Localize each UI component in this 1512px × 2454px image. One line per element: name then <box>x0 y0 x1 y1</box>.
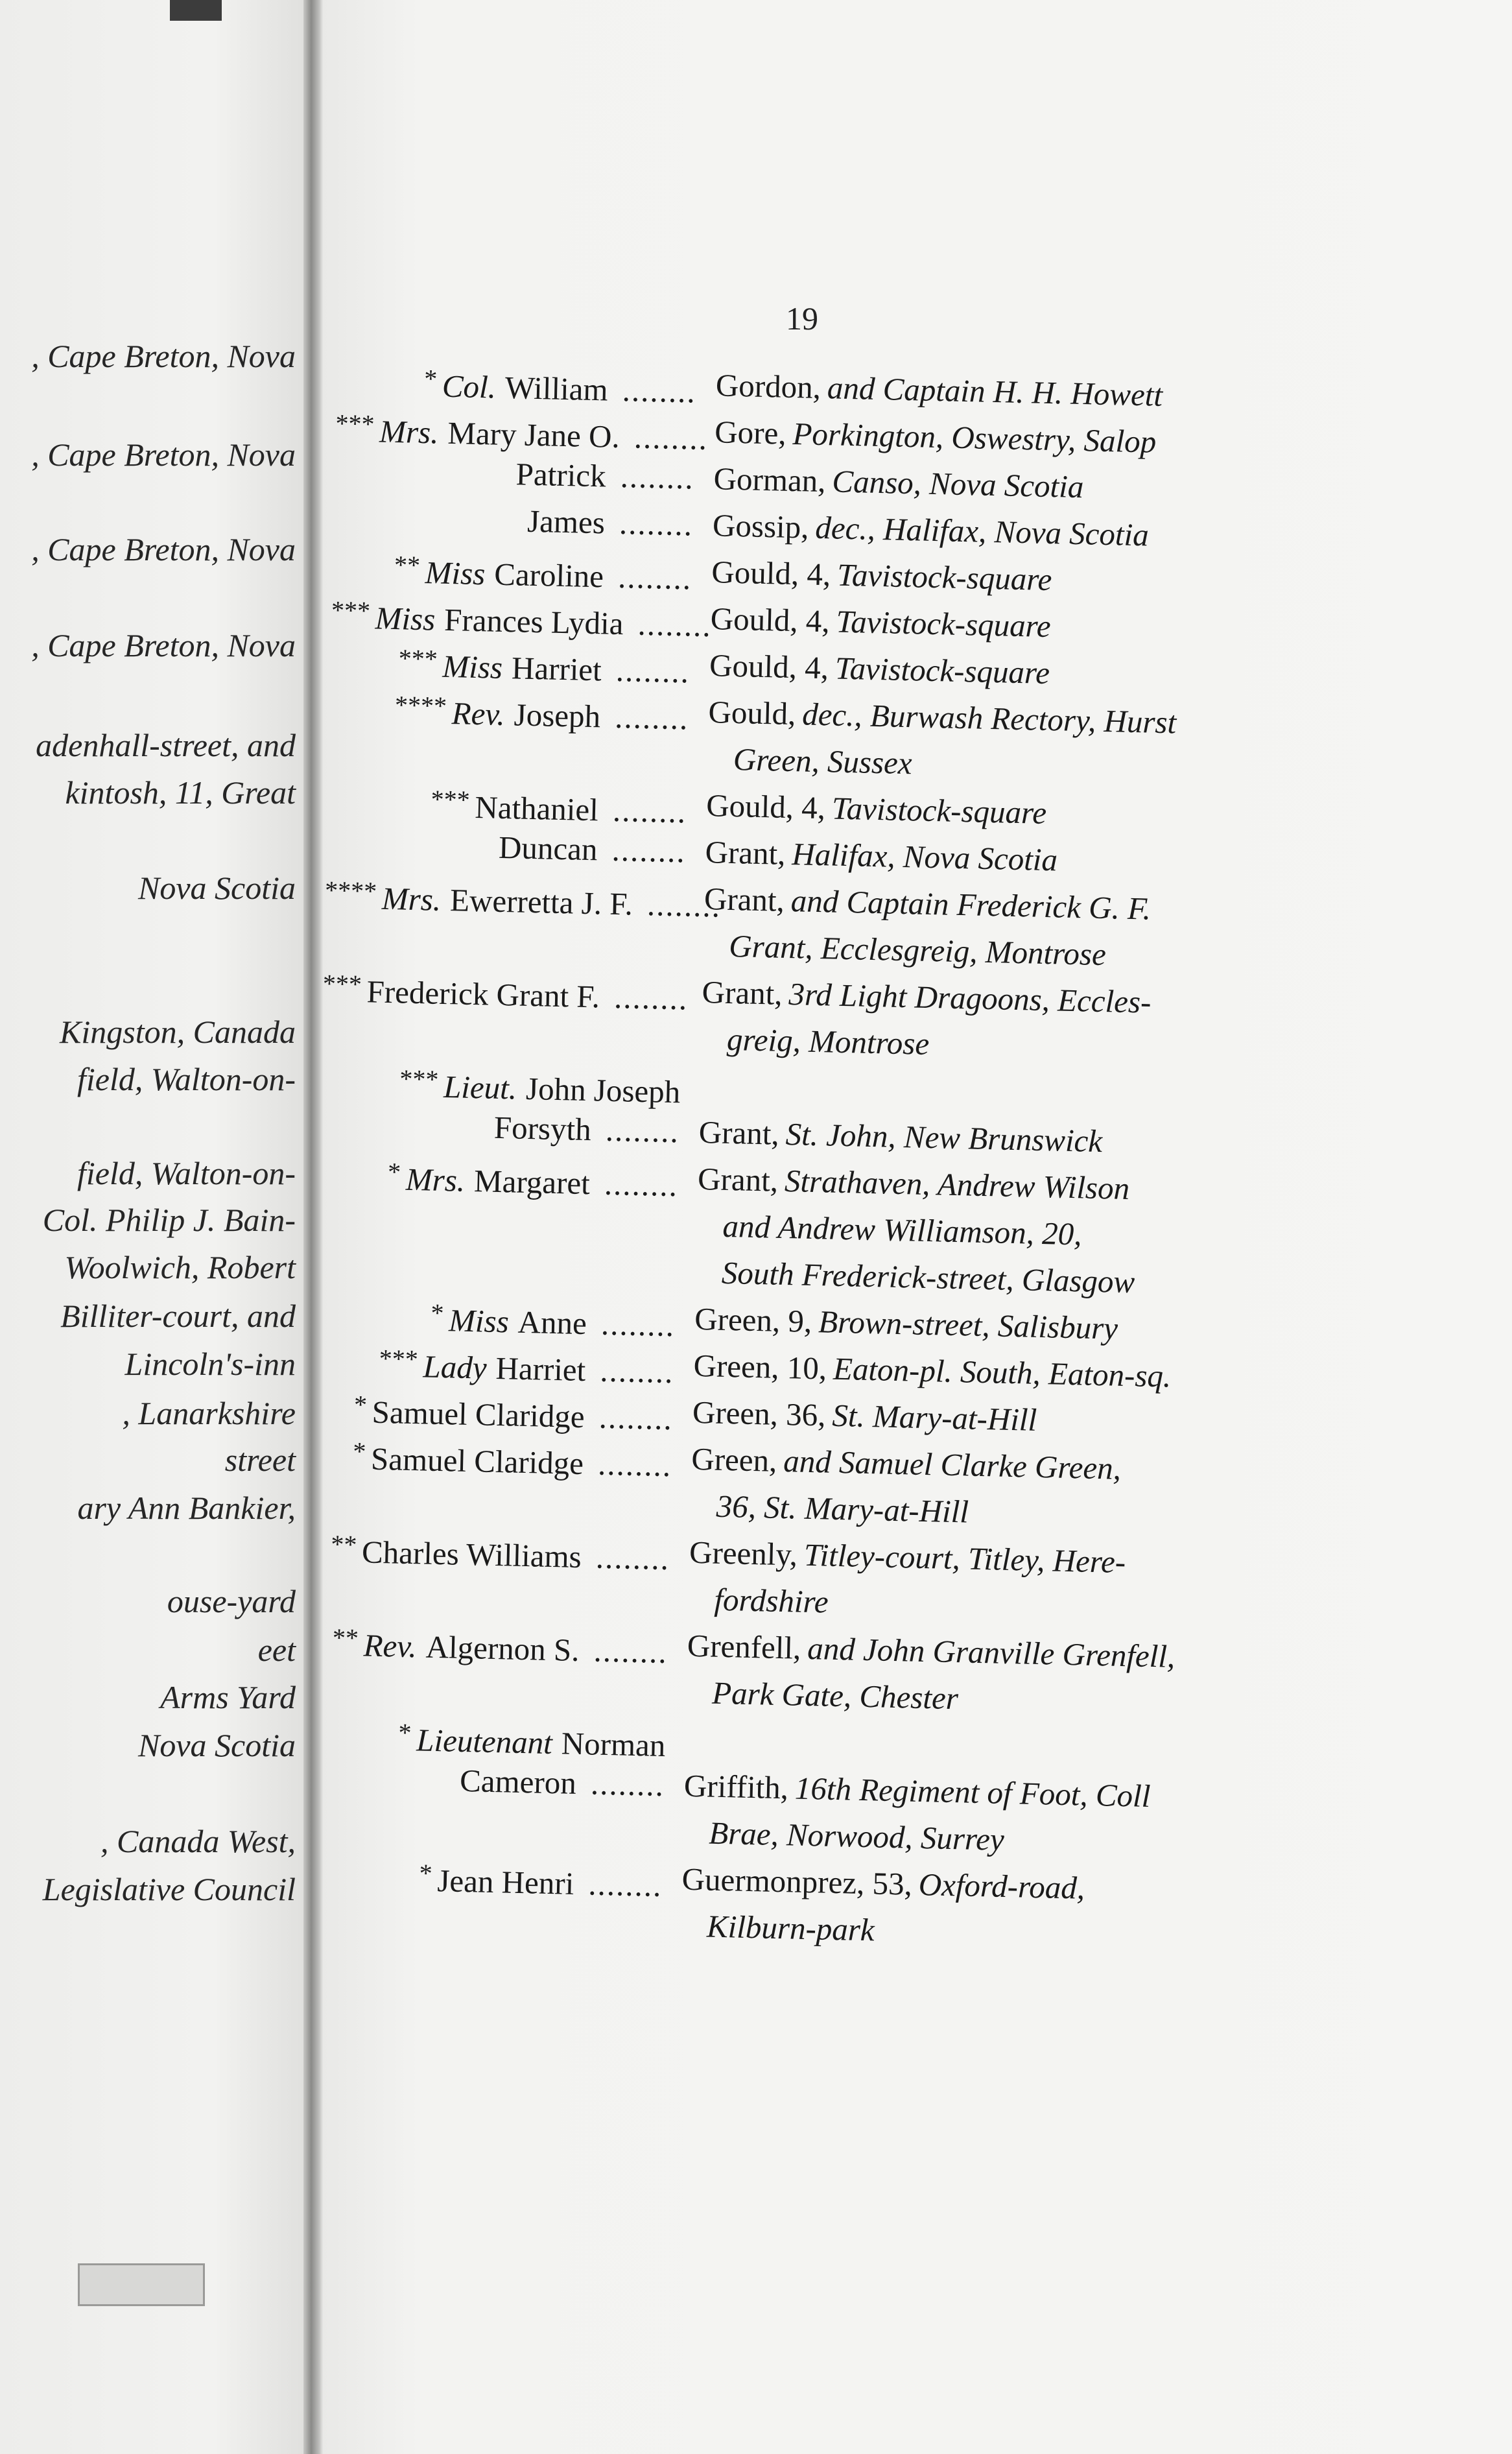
left-line: Col. Philip J. Bain- <box>42 1202 296 1238</box>
entry-name <box>307 1614 668 1676</box>
entry-address: Tavistock-square <box>831 790 1047 831</box>
left-line: , Cape Breton, Nova <box>31 436 296 473</box>
entry-name <box>324 867 722 929</box>
entry-address: and Captain Frederick G. F. <box>790 883 1152 927</box>
entry-stars: ** <box>332 1623 359 1653</box>
entry-leader: ........ <box>603 792 687 830</box>
entry-given-name: Samuel Claridge <box>372 1394 585 1435</box>
entry-name <box>318 1147 679 1209</box>
left-line: Nova Scotia <box>137 870 296 906</box>
entry-leader: ........ <box>608 558 692 597</box>
entry-stars: * <box>387 1157 401 1187</box>
entry-leader: ........ <box>596 1112 680 1150</box>
left-line: , Cape Breton, Nova <box>31 627 296 663</box>
entry-surname: Grant, <box>703 881 785 918</box>
entry-surname: Gossip, <box>712 507 810 545</box>
entry-address: Tavistock-square <box>836 556 1052 598</box>
entry-address: Brown-street, Salisbury <box>818 1304 1118 1346</box>
entry-surname: Green, 36, <box>692 1394 827 1433</box>
entry-address: dec., Halifax, Nova Scotia <box>814 509 1150 553</box>
entry-surname: Guermonprez, 53, <box>681 1861 913 1902</box>
entry-address: Tavistock-square <box>835 603 1052 645</box>
entry-leader: ........ <box>584 1632 668 1671</box>
entry-surname: Grant, <box>697 1160 779 1198</box>
entry-leader: ........ <box>586 1539 670 1577</box>
entry-continuation: fordshire <box>713 1581 829 1620</box>
entry-address: Tavistock-square <box>834 650 1050 691</box>
entry-given-name: Forsyth <box>493 1109 592 1148</box>
entry-stars: * <box>353 1390 368 1420</box>
entry-name <box>333 494 693 549</box>
entry-stars: **** <box>394 690 447 721</box>
entry-name <box>302 1847 663 1909</box>
entry-surname: Grenfell, <box>687 1627 802 1666</box>
entry-leader: ........ <box>578 1866 663 1903</box>
entry-title: Lieut. <box>443 1069 517 1106</box>
entry-address: and John Granville Grenfell, <box>807 1630 1175 1674</box>
left-line: Legislative Council <box>42 1871 296 1907</box>
entry-leader: ........ <box>590 1352 675 1390</box>
entry-stars: ** <box>394 550 421 580</box>
entry-surname: Green, 10, <box>693 1347 827 1387</box>
entry-title: Miss <box>442 648 503 685</box>
entry-given-name: Caroline <box>493 556 604 595</box>
entry-leader: ........ <box>628 606 713 644</box>
entry-given-name: Jean Henri <box>436 1863 574 1901</box>
entry-continuation: South Frederick-street, Glasgow <box>721 1254 1135 1300</box>
entry-address: 3rd Light Dragoons, Eccles- <box>788 976 1152 1020</box>
entry-address: dec., Burwash Rectory, Hurst <box>801 696 1177 741</box>
entry-address: Oxford-road, <box>918 1866 1085 1906</box>
page-number: 19 <box>786 300 818 337</box>
entry-stars: *** <box>398 643 438 674</box>
entry-stars: * <box>423 364 438 394</box>
entry-stars: *** <box>335 408 375 439</box>
entry-title: Col. <box>442 368 497 405</box>
entry-stars: * <box>352 1436 366 1466</box>
entry-leader: ........ <box>606 652 691 690</box>
left-line: , Cape Breton, Nova <box>31 531 296 567</box>
entry-surname: Gorman, <box>713 460 827 499</box>
entry-leader: ........ <box>612 372 697 410</box>
entry-given-name: Samuel Claridge <box>370 1440 584 1482</box>
entry-leader: ........ <box>595 1165 679 1204</box>
left-line: field, Walton-on- <box>77 1061 296 1097</box>
entry-name <box>312 1427 673 1490</box>
entry-stars: * <box>430 1298 445 1328</box>
entry-given-name: Cameron <box>459 1762 577 1801</box>
left-line: , Lanarkshire <box>122 1395 296 1431</box>
entry-surname: Greenly, <box>689 1534 798 1573</box>
entry-given-name: Ewerretta J. F. <box>449 882 633 922</box>
entry-surname: Griffith, <box>683 1767 789 1806</box>
entry-continuation: Park Gate, Chester <box>711 1674 959 1717</box>
entry-surname: Gore, <box>714 414 787 451</box>
left-line: , Canada West, <box>100 1823 296 1859</box>
entry-continuation: Grant, Ecclesgreig, Montrose <box>728 927 1107 973</box>
entry-name <box>322 960 689 1023</box>
entry-leader: ........ <box>604 979 689 1017</box>
entry-title: Mrs. <box>381 880 442 918</box>
left-page-fragment <box>0 0 305 2454</box>
entry-title: Miss <box>448 1302 510 1340</box>
entry-leader: ........ <box>624 419 709 457</box>
entry-given-name: William <box>504 369 609 408</box>
entry-title: Miss <box>375 600 436 637</box>
page-tab <box>78 2263 205 2306</box>
entry-given-name: Norman <box>561 1725 667 1764</box>
left-line: eet <box>257 1632 296 1668</box>
entry-given-name: John Joseph <box>525 1070 681 1110</box>
entry-leader: ........ <box>610 458 695 496</box>
entry-name <box>334 447 694 502</box>
entry-leader: ........ <box>605 698 689 737</box>
entry-address: Porkington, Oswestry, Salop <box>792 415 1157 460</box>
entry-continuation: 36, St. Mary-at-Hill <box>716 1488 969 1530</box>
entry-continuation: greig, Montrose <box>726 1021 930 1062</box>
entry-given-name: Frederick Grant F. <box>366 973 600 1015</box>
entry-given-name: Harriet <box>511 650 602 688</box>
entry-title: Rev. <box>451 695 506 733</box>
entry-name <box>319 1101 679 1156</box>
entry-continuation: and Andrew Williamson, 20, <box>722 1208 1083 1252</box>
entry-stars: ** <box>330 1529 357 1560</box>
entry-stars: *** <box>331 595 371 626</box>
entry-title: Mrs. <box>405 1161 466 1198</box>
left-line: Billiter-court, and <box>60 1298 296 1334</box>
left-line: street <box>224 1442 296 1478</box>
entry-address: Titley-court, Titley, Here- <box>803 1536 1126 1580</box>
entry-leader: ........ <box>581 1765 665 1804</box>
entry-leader: ........ <box>589 1399 674 1437</box>
entry-address: St. Mary-at-Hill <box>831 1397 1037 1438</box>
entry-given-name: Joseph <box>514 697 601 735</box>
entry-given-name: James <box>526 503 606 541</box>
entry-surname: Gordon, <box>715 367 821 405</box>
left-line: Nova Scotia <box>137 1727 296 1763</box>
left-line: , Cape Breton, Nova <box>31 338 296 374</box>
entry-given-name: Duncan <box>498 829 598 868</box>
entry-given-name: Nathaniel <box>474 789 599 828</box>
entry-address: Eaton-pl. South, Eaton-sq. <box>833 1350 1172 1394</box>
entry-title: Lady <box>422 1348 488 1386</box>
entry-name <box>304 1754 665 1809</box>
subscriber-list <box>301 353 1283 1962</box>
entry-stars: *** <box>322 968 362 999</box>
list-item <box>303 1707 1253 1868</box>
left-line: Woolwich, Robert <box>64 1249 296 1285</box>
entry-stars: *** <box>431 784 471 815</box>
entry-stars: * <box>419 1858 433 1888</box>
entry-surname: Green, <box>691 1440 778 1479</box>
entry-surname: Grant, <box>702 974 783 1012</box>
entry-continuation: Brae, Norwood, Surrey <box>708 1815 1005 1857</box>
entry-title: Lieutenant <box>416 1722 553 1761</box>
binding-clip <box>170 0 222 21</box>
left-line: ouse-yard <box>167 1583 296 1619</box>
left-line: Arms Yard <box>160 1679 296 1715</box>
entry-given-name: Frances Lydia <box>443 601 624 642</box>
entry-continuation: Kilburn-park <box>706 1908 875 1948</box>
entry-leader: ........ <box>637 886 722 924</box>
entry-title: Rev. <box>363 1627 418 1665</box>
left-line: field, Walton-on- <box>77 1155 296 1191</box>
entry-address: Canso, Nova Scotia <box>831 463 1085 505</box>
entry-given-name: Mary Jane O. <box>447 414 620 455</box>
entry-surname: Gould, 4, <box>709 647 829 686</box>
entry-surname: Gould, 4, <box>711 554 831 593</box>
entry-title: Miss <box>425 554 486 592</box>
entry-address: Halifax, Nova Scotia <box>791 836 1058 878</box>
entry-name <box>329 680 690 743</box>
entry-given-name: Harriet <box>495 1350 586 1388</box>
left-line: Kingston, Canada <box>60 1014 296 1050</box>
entry-address: 16th Regiment of Foot, Coll <box>794 1770 1152 1815</box>
entry-stars: *** <box>379 1343 419 1374</box>
entry-address: Strathaven, Andrew Wilson <box>784 1162 1130 1207</box>
entry-leader: ........ <box>588 1446 672 1484</box>
entry-stars: **** <box>324 875 377 906</box>
entry-leader: ........ <box>591 1305 676 1344</box>
entry-given-name: Margaret <box>473 1163 591 1202</box>
entry-stars: * <box>398 1717 412 1748</box>
list-item <box>316 1147 1266 1309</box>
left-line: adenhall-street, and <box>36 727 296 763</box>
entry-surname: Gould, <box>707 694 796 732</box>
entry-surname: Green, 9, <box>694 1300 812 1339</box>
entry-name <box>325 820 686 876</box>
entry-address: St. John, New Brunswick <box>785 1116 1103 1160</box>
entry-given-name: Patrick <box>515 456 607 494</box>
entry-given-name: Algernon S. <box>425 1628 580 1668</box>
entry-surname: Grant, <box>705 834 786 872</box>
entry-leader: ........ <box>609 505 694 543</box>
entry-stars: *** <box>399 1064 439 1094</box>
entry-leader: ........ <box>602 831 687 870</box>
entry-surname: Grant, <box>698 1114 780 1152</box>
left-line: Lincoln's-inn <box>124 1346 296 1382</box>
entry-surname: Gould, 4, <box>710 601 831 639</box>
entry-address: and Samuel Clarke Green, <box>783 1443 1122 1486</box>
entry-name <box>309 1521 670 1583</box>
entry-surname: Gould, 4, <box>705 787 826 826</box>
entry-given-name: Anne <box>517 1304 587 1342</box>
entry-address: and Captain H. H. Howett <box>827 370 1163 413</box>
entry-title: Mrs. <box>379 413 440 451</box>
entry-continuation: Green, Sussex <box>733 741 913 781</box>
entry-given-name: Charles Williams <box>361 1534 582 1575</box>
left-line: ary Ann Bankier, <box>77 1490 296 1526</box>
left-line: kintosh, 11, Great <box>65 774 296 811</box>
